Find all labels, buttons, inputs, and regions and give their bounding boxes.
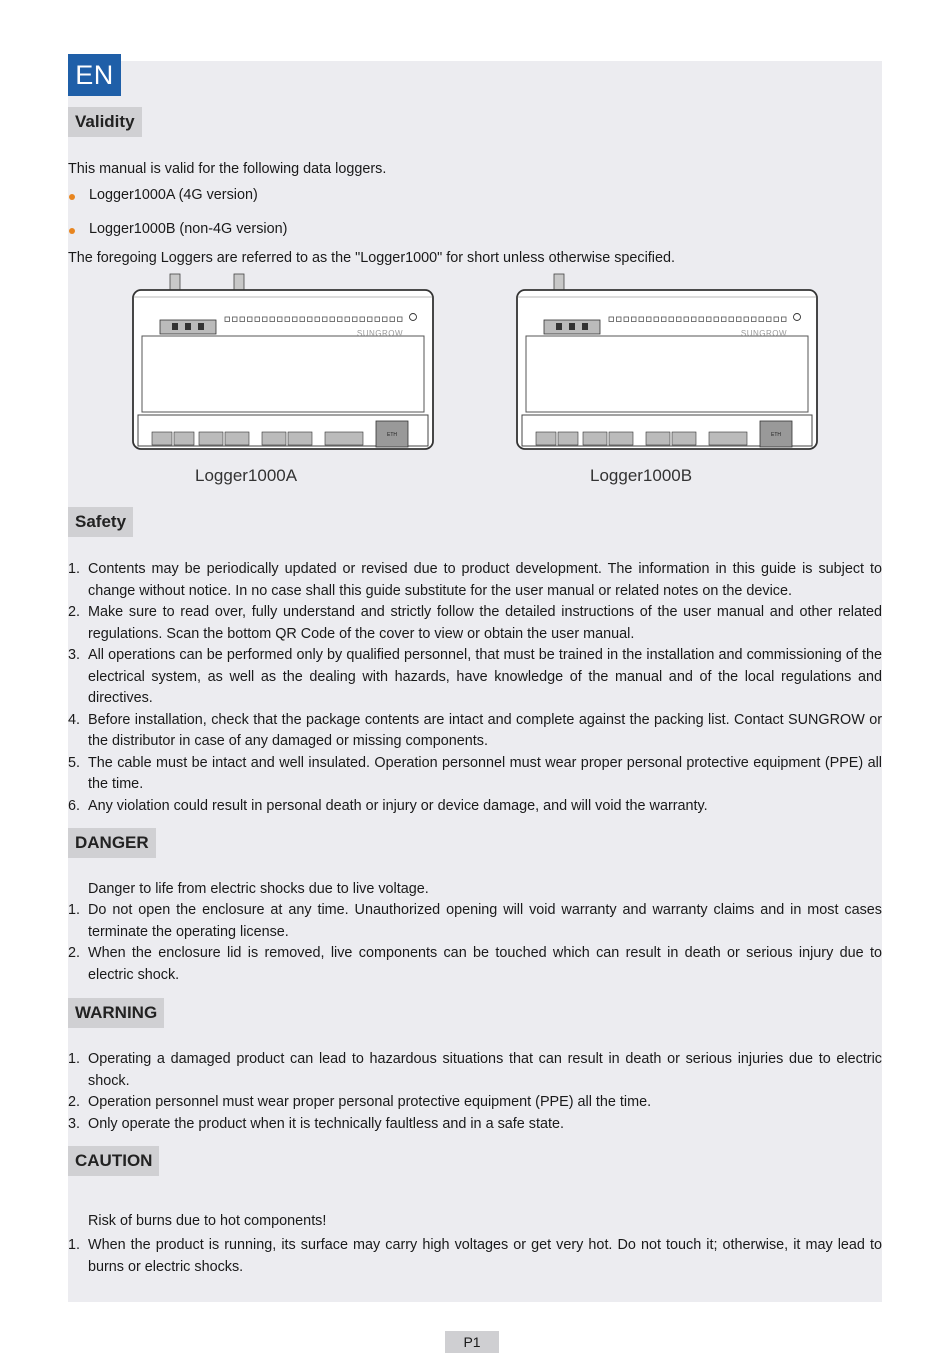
list-item: 4. Before installation, check that the package contents are intact and complete against the packing list. Contact SUNGROW or the distributor in case of any damaged or missing components. <box>68 711 882 749</box>
page-number: P1 <box>445 1331 499 1353</box>
danger-list <box>68 900 882 986</box>
validity-item: Logger1000B (non-4G version) <box>89 221 288 237</box>
warning-list <box>68 1049 882 1135</box>
list-item: 3. Only operate the product when it is technically faultless and in a safe state. <box>68 1115 564 1132</box>
safety-heading: Safety <box>68 507 133 537</box>
caution-heading: CAUTION <box>68 1146 159 1176</box>
brand-label: SUNGROW <box>356 329 404 338</box>
logger1000b-illustration <box>514 270 820 454</box>
validity-item: Logger1000A (4G version) <box>89 187 258 203</box>
list-item: 2. When the enclosure lid is removed, live components can be touched which can result in death or serious injury due to electric shock. <box>68 945 882 983</box>
caution-intro: Risk of burns due to hot components! <box>88 1213 327 1229</box>
list-item: 5. The cable must be intact and well insulated. Operation personnel must wear proper personal protective equipment (PPE) all the time. <box>68 754 882 792</box>
validity-intro: This manual is valid for the following data loggers. <box>68 161 387 177</box>
list-item: 1. Operating a damaged product can lead to hazardous situations that can result in death or serious injuries due to electric shock. <box>68 1051 882 1089</box>
safety-list <box>68 559 882 817</box>
validity-outro: The foregoing Loggers are referred to as the "Logger1000" for short unless otherwise specified. <box>68 250 675 266</box>
bullet-dot-icon <box>69 228 75 234</box>
danger-heading: DANGER <box>68 828 156 858</box>
list-item: 2. Make sure to read over, fully understand and strictly follow the detailed instructions of the user manual and other related regulations. Scan the bottom QR Code of the cover to view or obtain the user manual. <box>68 604 882 642</box>
brand-label: SUNGROW <box>740 329 788 338</box>
list-item: 6. Any violation could result in personal death or injury or device damage, and will void the warranty. <box>68 797 708 814</box>
eth-port-label: ETH <box>771 432 781 438</box>
figure-caption-logger1000b: Logger1000B <box>590 466 693 485</box>
language-badge: EN <box>68 54 121 96</box>
logger1000a-illustration <box>130 270 436 454</box>
list-item: 3. All operations can be performed only by qualified personnel, that must be trained in the installation and commissioning of the electrical system, as well as the dealing with hazards, have knowledge of the manual and of the local regulations and directives. <box>68 647 882 706</box>
list-item: 1. When the product is running, its surface may carry high voltages or get very hot. Do not touch it; otherwise, it may lead to burns or electric shocks. <box>68 1237 882 1275</box>
danger-intro: Danger to life from electric shocks due to live voltage. <box>88 881 429 897</box>
figure-caption-logger1000a: Logger1000A <box>195 466 298 485</box>
list-item: 2. Operation personnel must wear proper personal protective equipment (PPE) all the time. <box>68 1094 652 1110</box>
warning-heading: WARNING <box>68 998 164 1028</box>
bullet-dot-icon <box>69 194 75 200</box>
eth-port-label: ETH <box>387 432 397 438</box>
validity-heading: Validity <box>68 107 142 137</box>
list-item: 1. Do not open the enclosure at any time. Unauthorized opening will void warranty and warranty claims and in most cases terminate the operating license. <box>68 902 882 940</box>
caution-list <box>68 1235 882 1278</box>
list-item: 1. Contents may be periodically updated or revised due to product development. The information in this guide is subject to change without notice. In no case shall this guide substitute for the user manual or related notes on the device. <box>68 561 882 599</box>
